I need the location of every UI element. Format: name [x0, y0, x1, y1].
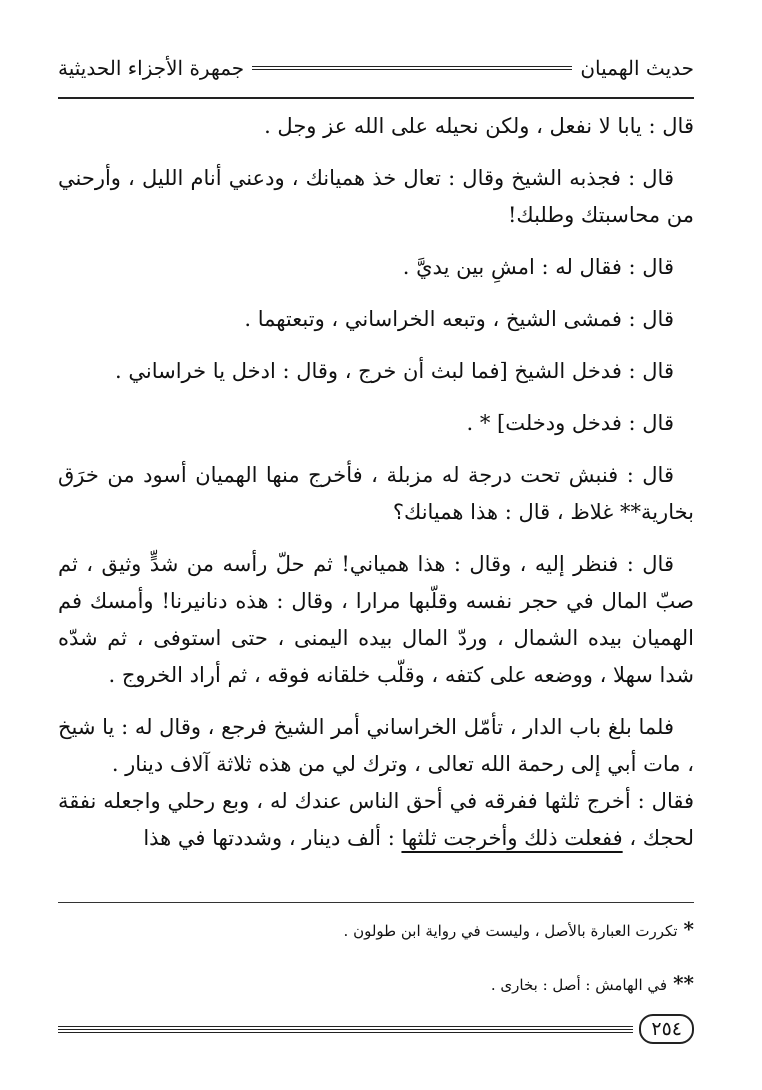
footnotes — [58, 918, 694, 1026]
header-right-title: حديث الهميان — [580, 56, 694, 80]
paragraph: قال : يابا لا نفعل ، ولكن نحيله على الله عز وجل . — [264, 114, 694, 138]
footnote-marker: ** — [673, 971, 694, 995]
underlined-phrase: ففعلت ذلك وأخرجت ثلثها — [401, 826, 623, 850]
paragraph: قال : فقال له : امشِ بين يديَّ . — [402, 255, 674, 279]
footnote-text: في الهامش : أصل : بخارى . — [490, 976, 668, 994]
running-header — [58, 48, 694, 88]
header-rule — [252, 66, 572, 70]
paragraph: قال : فنبش تحت درجة له مزبلة ، فأخرج منها الهميان أسود من خرَق بخارية** غلاظ ، قال : هذا هميانك؟ — [58, 463, 694, 524]
footnote-marker: * — [683, 917, 694, 941]
page-number: ٢٥٤ — [639, 1014, 694, 1044]
paragraph: قال : فدخل ودخلت] * . — [466, 411, 674, 435]
footnote-divider — [58, 902, 694, 903]
footnote — [58, 918, 694, 942]
footnote — [58, 972, 694, 996]
header-divider — [58, 97, 694, 99]
header-left-title: جمهرة الأجزاء الحديثية — [58, 56, 245, 80]
main-text — [58, 108, 694, 857]
paragraph: قال : فجذبه الشيخ وقال : تعال خذ هميانك ، ودعني أنام الليل ، وأرحني من محاسبتك وطلبك! — [58, 166, 694, 227]
paragraph-last — [58, 783, 694, 857]
footer-rule — [58, 1026, 633, 1033]
page-footer — [58, 1014, 694, 1044]
paragraph: قال : فنظر إليه ، وقال : هذا همياني! ثم حلّ رأسه من شدٍّ وثيق ، ثم صبّ المال في حجر نفسه وقلّبها مرارا ، وقال : هذه دنانيرنا! وأمسك فم الهميان بيده الشمال ، وردّ المال بيده اليمنى ، حتى استوفى ، ثم شدّه شدا سهلا ، ووضعه على كتفه ، وقلّب خلقانه فوقه ، ثم أراد الخروج . — [58, 552, 694, 687]
paragraph-last-start: فقال : أخرج ثلثها ففرقه في أحق الناس عندك له ، وبع رحلي واجعله نفقة لحجك ، — [58, 789, 694, 850]
paragraph: قال : فدخل الشيخ [فما لبث أن خرج ، وقال : ادخل يا خراساني . — [115, 359, 674, 383]
paragraph: قال : فمشى الشيخ ، وتبعه الخراساني ، وتبعتهما . — [244, 307, 674, 331]
paragraph: فلما بلغ باب الدار ، تأمّل الخراساني أمر الشيخ فرجع ، وقال له : يا شيخ ، مات أبي إلى رحمة الله تعالى ، وترك لي من هذه ثلاثة آلاف دينار . — [58, 715, 694, 776]
footnote-text: تكررت العبارة بالأصل ، وليست في رواية ابن طولون . — [343, 922, 678, 940]
paragraph-last-end: : ألف دينار ، وشددتها في هذا — [143, 826, 402, 850]
